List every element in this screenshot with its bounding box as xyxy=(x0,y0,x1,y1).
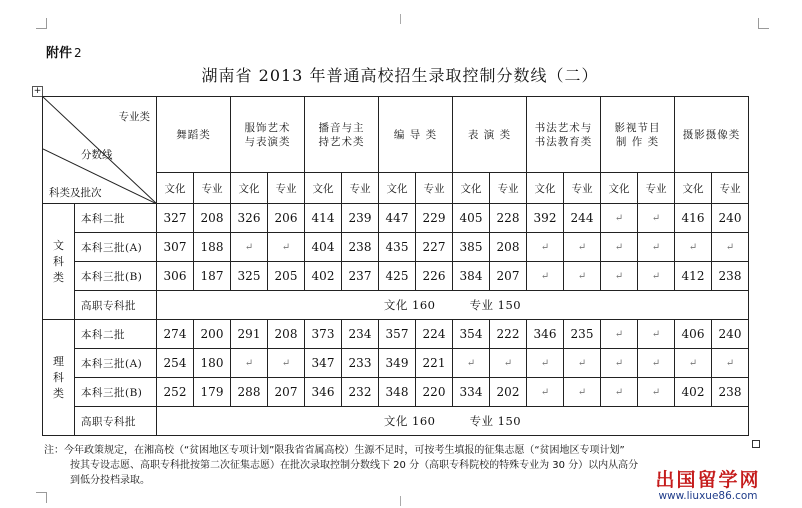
score-cell: ↵ xyxy=(564,262,601,291)
score-cell: 220 xyxy=(416,378,453,407)
header-row-categories xyxy=(43,97,749,173)
score-cell: 357 xyxy=(379,320,416,349)
score-cell: 240 xyxy=(712,204,749,233)
batch-label: 高职专科批 xyxy=(75,407,157,436)
diagonal-label-score: 分数线 xyxy=(81,149,113,161)
score-cell: 274 xyxy=(157,320,194,349)
score-cell: ↵ xyxy=(527,233,564,262)
category-header-line1: 摄影摄像类 xyxy=(682,128,741,141)
diagonal-label-batch: 科类及批次 xyxy=(49,187,102,199)
subheader-major: 专业 xyxy=(490,173,527,204)
category-header-line1: 书法艺术与 xyxy=(534,121,593,134)
table-row xyxy=(43,378,749,407)
score-cell: ↵ xyxy=(601,320,638,349)
watermark-url: www.liuxue86.com xyxy=(658,490,758,502)
score-cell: 205 xyxy=(268,262,305,291)
diagonal-label-major: 专业类 xyxy=(118,111,150,123)
score-cell: ↵ xyxy=(601,262,638,291)
table-row-vocational xyxy=(43,407,749,436)
score-cell: 207 xyxy=(490,262,527,291)
corner-mark-bottom-left xyxy=(36,492,47,503)
score-cell: ↵ xyxy=(490,349,527,378)
corner-mark-top-center xyxy=(400,14,401,24)
score-cell: 239 xyxy=(342,204,379,233)
table-row xyxy=(43,262,749,291)
score-cell: 288 xyxy=(231,378,268,407)
score-cell: 221 xyxy=(416,349,453,378)
score-cell: 200 xyxy=(194,320,231,349)
vocational-score-cell xyxy=(157,407,749,436)
category-header-line1: 影视节目 xyxy=(614,121,661,134)
category-header-line2: 书法教育类 xyxy=(534,135,593,148)
score-cell: 385 xyxy=(453,233,490,262)
subheader-culture: 文化 xyxy=(527,173,564,204)
table-row xyxy=(43,204,749,233)
score-cell: 179 xyxy=(194,378,231,407)
score-cell: 232 xyxy=(342,378,379,407)
batch-label: 本科二批 xyxy=(75,204,157,233)
subheader-major: 专业 xyxy=(194,173,231,204)
group-label xyxy=(43,204,75,320)
subheader-culture: 文化 xyxy=(601,173,638,204)
score-cell: ↵ xyxy=(601,349,638,378)
subheader-culture: 文化 xyxy=(305,173,342,204)
subheader-culture: 文化 xyxy=(379,173,416,204)
score-cell: 235 xyxy=(564,320,601,349)
score-cell: 244 xyxy=(564,204,601,233)
category-header-1 xyxy=(157,97,231,173)
score-cell: 208 xyxy=(194,204,231,233)
score-cell: 291 xyxy=(231,320,268,349)
score-cell: 224 xyxy=(416,320,453,349)
watermark-logo xyxy=(628,470,788,503)
score-table xyxy=(42,96,749,436)
footnote-line-3: 到低分投档录取。 xyxy=(70,475,150,486)
score-cell: 206 xyxy=(268,204,305,233)
category-header-3 xyxy=(305,97,379,173)
score-cell: 416 xyxy=(675,204,712,233)
score-cell: 202 xyxy=(490,378,527,407)
score-cell: 412 xyxy=(675,262,712,291)
corner-mark-top-left xyxy=(36,18,47,29)
subheader-major: 专业 xyxy=(416,173,453,204)
watermark-title: 出国留学网 xyxy=(655,469,761,491)
score-cell: ↵ xyxy=(564,349,601,378)
score-cell: 237 xyxy=(342,262,379,291)
vocational-culture-score: 文化 160 xyxy=(383,414,436,428)
category-header-line1: 播音与主 xyxy=(318,121,365,134)
category-header-line2: 持艺术类 xyxy=(318,135,365,148)
subheader-culture: 文化 xyxy=(453,173,490,204)
subheader-major: 专业 xyxy=(712,173,749,204)
table-move-handle-icon[interactable]: + xyxy=(33,86,42,96)
score-cell: 208 xyxy=(268,320,305,349)
score-cell: 222 xyxy=(490,320,527,349)
batch-label: 本科三批(A) xyxy=(75,233,157,262)
score-cell: ↵ xyxy=(453,349,490,378)
score-cell: 327 xyxy=(157,204,194,233)
score-cell: ↵ xyxy=(712,349,749,378)
score-cell: 349 xyxy=(379,349,416,378)
score-cell: ↵ xyxy=(527,378,564,407)
score-cell: ↵ xyxy=(231,233,268,262)
score-cell: 307 xyxy=(157,233,194,262)
table-row xyxy=(43,320,749,349)
score-cell: ↵ xyxy=(675,233,712,262)
corner-mark-top-right xyxy=(758,18,769,29)
score-cell: ↵ xyxy=(638,233,675,262)
score-cell: 306 xyxy=(157,262,194,291)
score-cell: 384 xyxy=(453,262,490,291)
group-label xyxy=(43,320,75,436)
score-cell: 208 xyxy=(490,233,527,262)
category-header-8 xyxy=(675,97,749,173)
score-cell: 234 xyxy=(342,320,379,349)
score-cell: ↵ xyxy=(268,233,305,262)
score-cell: 207 xyxy=(268,378,305,407)
score-cell: ↵ xyxy=(564,378,601,407)
group-label-char: 科 xyxy=(53,254,64,268)
score-cell: ↵ xyxy=(527,349,564,378)
footnote-line-2: 按其专设志愿、高职专科批按第二次征集志愿）在批次录取控制分数线下 20 分（高职专科院校的特殊专业为 30 分）以内从高分 xyxy=(70,460,639,471)
category-header-line2: 与表演类 xyxy=(244,135,291,148)
vocational-major-score: 专业 150 xyxy=(469,414,522,428)
score-cell: 425 xyxy=(379,262,416,291)
score-cell: ↵ xyxy=(601,378,638,407)
subheader-major: 专业 xyxy=(638,173,675,204)
score-cell: 346 xyxy=(527,320,564,349)
score-cell: 348 xyxy=(379,378,416,407)
vocational-major-score: 专业 150 xyxy=(469,298,522,312)
score-cell: 347 xyxy=(305,349,342,378)
attachment-label: 附件 2 xyxy=(46,46,82,61)
group-label-char: 类 xyxy=(53,386,64,400)
score-cell: 238 xyxy=(342,233,379,262)
batch-label: 本科三批(A) xyxy=(75,349,157,378)
score-cell: ↵ xyxy=(638,378,675,407)
category-header-7 xyxy=(601,97,675,173)
category-header-line1: 编 导 类 xyxy=(393,128,438,141)
score-cell: ↵ xyxy=(527,262,564,291)
score-cell: 414 xyxy=(305,204,342,233)
corner-mark-bottom-center xyxy=(400,496,401,506)
score-cell: 227 xyxy=(416,233,453,262)
score-cell: 226 xyxy=(416,262,453,291)
score-cell: 354 xyxy=(453,320,490,349)
group-label-char: 理 xyxy=(53,354,64,368)
score-cell: 187 xyxy=(194,262,231,291)
table-resize-handle-icon[interactable] xyxy=(752,440,760,448)
score-cell: 326 xyxy=(231,204,268,233)
table-row xyxy=(43,349,749,378)
batch-label: 高职专科批 xyxy=(75,291,157,320)
score-cell: 233 xyxy=(342,349,379,378)
category-header-2 xyxy=(231,97,305,173)
score-cell: 238 xyxy=(712,378,749,407)
score-cell: ↵ xyxy=(601,233,638,262)
score-cell: ↵ xyxy=(675,349,712,378)
score-cell: 435 xyxy=(379,233,416,262)
score-cell: ↵ xyxy=(638,204,675,233)
batch-label: 本科三批(B) xyxy=(75,378,157,407)
vocational-culture-score: 文化 160 xyxy=(383,298,436,312)
score-cell: ↵ xyxy=(712,233,749,262)
group-label-char: 类 xyxy=(53,270,64,284)
category-header-line1: 表 演 类 xyxy=(467,128,512,141)
vocational-score-cell xyxy=(157,291,749,320)
score-cell: 346 xyxy=(305,378,342,407)
score-cell: ↵ xyxy=(601,204,638,233)
batch-label: 本科三批(B) xyxy=(75,262,157,291)
score-cell: 373 xyxy=(305,320,342,349)
category-header-6 xyxy=(527,97,601,173)
subheader-major: 专业 xyxy=(268,173,305,204)
subheader-major: 专业 xyxy=(564,173,601,204)
score-cell: 404 xyxy=(305,233,342,262)
category-header-line1: 服饰艺术 xyxy=(244,121,291,134)
score-cell: 240 xyxy=(712,320,749,349)
table-row-vocational xyxy=(43,291,749,320)
score-cell: 325 xyxy=(231,262,268,291)
score-cell: 229 xyxy=(416,204,453,233)
score-cell: 392 xyxy=(527,204,564,233)
score-cell: 254 xyxy=(157,349,194,378)
score-cell: 402 xyxy=(675,378,712,407)
diagonal-header-cell xyxy=(43,97,157,204)
score-cell: ↵ xyxy=(638,262,675,291)
score-cell: 406 xyxy=(675,320,712,349)
batch-label: 本科二批 xyxy=(75,320,157,349)
group-label-char: 文 xyxy=(53,238,64,252)
score-cell: 252 xyxy=(157,378,194,407)
score-cell: 402 xyxy=(305,262,342,291)
table-row xyxy=(43,233,749,262)
score-cell: ↵ xyxy=(638,349,675,378)
score-cell: 188 xyxy=(194,233,231,262)
category-header-4 xyxy=(379,97,453,173)
category-header-5 xyxy=(453,97,527,173)
score-cell: 405 xyxy=(453,204,490,233)
score-cell: ↵ xyxy=(231,349,268,378)
page-title: 湖南省 2013 年普通高校招生录取控制分数线（二） xyxy=(201,66,599,85)
score-cell: 238 xyxy=(712,262,749,291)
subheader-culture: 文化 xyxy=(675,173,712,204)
category-header-line2: 制 作 类 xyxy=(615,135,660,148)
subheader-culture: 文化 xyxy=(231,173,268,204)
score-cell: 228 xyxy=(490,204,527,233)
category-header-line1: 舞蹈类 xyxy=(176,128,211,141)
score-cell: ↵ xyxy=(268,349,305,378)
score-cell: ↵ xyxy=(564,233,601,262)
score-cell: 447 xyxy=(379,204,416,233)
score-cell: 334 xyxy=(453,378,490,407)
subheader-culture: 文化 xyxy=(157,173,194,204)
subheader-major: 专业 xyxy=(342,173,379,204)
score-cell: 180 xyxy=(194,349,231,378)
group-label-char: 科 xyxy=(53,370,64,384)
footnote-line-1: 注：今年政策规定，在湘高校（“贫困地区专项计划”限我省省属高校）生源不足时，可按考生填报的征集志愿（“贫困地区专项计划” xyxy=(44,445,625,456)
score-cell: ↵ xyxy=(638,320,675,349)
